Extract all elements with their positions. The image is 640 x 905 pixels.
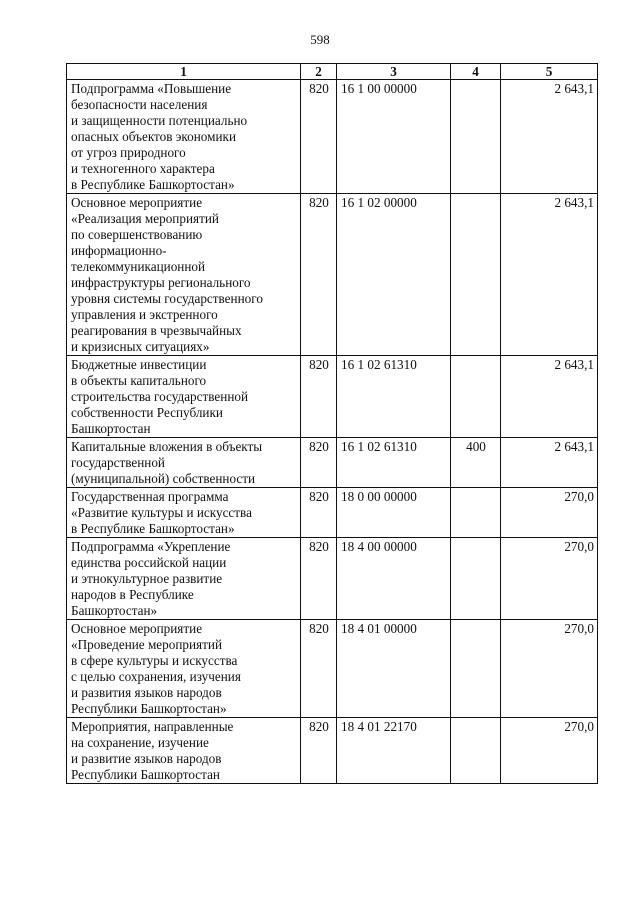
row-expense-type: 400	[451, 438, 501, 488]
row-name: Государственная программа «Развитие культуры и искусства в Республике Башкортостан»	[67, 488, 301, 538]
table-row	[67, 488, 598, 538]
row-expense-type	[451, 538, 501, 620]
column-header-5: 5	[501, 64, 598, 80]
table-row	[67, 718, 598, 784]
row-name: Капитальные вложения в объекты государственной (муниципальной) собственности	[67, 438, 301, 488]
row-grbs-code: 820	[301, 438, 337, 488]
row-sum: 270,0	[501, 538, 598, 620]
page-number: 598	[310, 32, 330, 47]
row-name: Подпрограмма «Укрепление единства российской нации и этнокультурное развитие народов в Республике Башкортостан»	[67, 538, 301, 620]
row-grbs-code: 820	[301, 356, 337, 438]
row-sum: 2 643,1	[501, 194, 598, 356]
row-sum: 2 643,1	[501, 356, 598, 438]
row-expense-type	[451, 718, 501, 784]
column-header-4: 4	[451, 64, 501, 80]
table-row	[67, 80, 598, 194]
row-name: Бюджетные инвестиции в объекты капитального строительства государственной собственности Республики Башкортостан	[67, 356, 301, 438]
row-grbs-code: 820	[301, 620, 337, 718]
table-header	[67, 64, 598, 80]
column-header-1: 1	[67, 64, 301, 80]
row-target-code: 16 1 00 00000	[337, 80, 451, 194]
row-target-code: 16 1 02 00000	[337, 194, 451, 356]
row-name: Основное мероприятие «Реализация мероприятий по совершенствованию информационно- телекоммуникационной инфраструктуры регионального уровня системы государственного управления и экстренного реагирования в чрезвычайных и кризисных ситуациях»	[67, 194, 301, 356]
row-grbs-code: 820	[301, 538, 337, 620]
row-grbs-code: 820	[301, 80, 337, 194]
row-sum: 270,0	[501, 488, 598, 538]
budget-table	[66, 63, 598, 784]
table-row	[67, 538, 598, 620]
row-target-code: 18 4 01 00000	[337, 620, 451, 718]
table-row	[67, 620, 598, 718]
row-target-code: 16 1 02 61310	[337, 438, 451, 488]
row-sum: 2 643,1	[501, 80, 598, 194]
table-row	[67, 438, 598, 488]
table-row	[67, 356, 598, 438]
row-expense-type	[451, 488, 501, 538]
row-name: Мероприятия, направленные на сохранение, изучение и развитие языков народов Республики Башкортостан	[67, 718, 301, 784]
row-sum: 270,0	[501, 718, 598, 784]
header-row	[67, 64, 598, 80]
row-target-code: 18 4 01 22170	[337, 718, 451, 784]
row-expense-type	[451, 194, 501, 356]
row-expense-type	[451, 620, 501, 718]
row-grbs-code: 820	[301, 718, 337, 784]
table-body	[67, 80, 598, 784]
column-header-2: 2	[301, 64, 337, 80]
row-name: Основное мероприятие «Проведение мероприятий в сфере культуры и искусства с целью сохранения, изучения и развития языков народов Республики Башкортостан»	[67, 620, 301, 718]
row-expense-type	[451, 356, 501, 438]
row-target-code: 18 4 00 00000	[337, 538, 451, 620]
row-sum: 270,0	[501, 620, 598, 718]
row-expense-type	[451, 80, 501, 194]
row-target-code: 16 1 02 61310	[337, 356, 451, 438]
table-row	[67, 194, 598, 356]
row-grbs-code: 820	[301, 488, 337, 538]
row-name: Подпрограмма «Повышение безопасности населения и защищенности потенциально опасных объектов экономики от угроз природного и техногенного характера в Республике Башкортостан»	[67, 80, 301, 194]
row-target-code: 18 0 00 00000	[337, 488, 451, 538]
row-grbs-code: 820	[301, 194, 337, 356]
row-sum: 2 643,1	[501, 438, 598, 488]
column-header-3: 3	[337, 64, 451, 80]
